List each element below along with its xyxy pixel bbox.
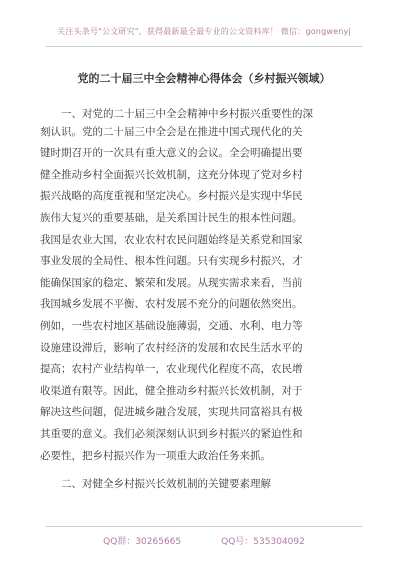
- footer-qq-group: QQ群：30265665: [103, 537, 182, 547]
- body-line: 刻认识。党的二十届三中全会是在推进中国式现代化的关: [40, 125, 303, 138]
- body-line: 我国是农业大国，农业农村农民问题始终是关系党和国家: [40, 233, 303, 246]
- body-line: 族伟大复兴的重要基础，是关系国计民生的根本性问题。: [40, 211, 303, 224]
- document-title: 党的二十届三中全会精神心得体会（乡村振兴领域）: [77, 72, 331, 85]
- body-line: 我国城乡发展不平衡、农村发展不充分的问题依然突出。: [40, 298, 303, 311]
- footer-contacts: [0, 534, 408, 547]
- section-1-heading: 一、对党的二十届三中全会精神中乡村振兴重要性的深: [61, 108, 313, 120]
- section-1-body: [40, 100, 370, 467]
- body-line: 健全推动乡村全面振兴长效机制，这充分体现了党对乡村: [40, 168, 303, 181]
- footer-qq-number: QQ号：535304092: [221, 537, 305, 547]
- footer-divider: [46, 526, 362, 527]
- body-line: 必要性，把乡村振兴作为一项重大政治任务来抓。: [40, 449, 271, 462]
- body-line: 事业发展的全局性、根本性问题。只有实现乡村振兴，才: [40, 255, 303, 268]
- body-line: 振兴战略的高度重视和坚定决心。乡村振兴是实现中华民: [40, 190, 303, 203]
- header-note: 关注头条号"公文研究"，获得最新最全最专业的公文资料库！ 微信：gongwenyj: [57, 27, 351, 36]
- body-line: 能确保国家的稳定、繁荣和发展。从现实需求来看，当前: [40, 276, 303, 289]
- body-line: 提高；农村产业结构单一，农业现代化程度不高，农民增: [40, 363, 303, 376]
- body-line: 解决这些问题，促进城乡融合发展，实现共同富裕具有极: [40, 406, 303, 419]
- header-divider: [46, 46, 362, 47]
- body-line: 收渠道有限等。因此，健全推动乡村振兴长效机制，对于: [40, 384, 303, 397]
- body-line: 例如，一些农村地区基础设施薄弱，交通、水利、电力等: [40, 319, 303, 332]
- body-line: 键时期召开的一次具有重大意义的会议。全会明确提出要: [40, 147, 303, 160]
- body-line: 设施建设滞后，影响了农村经济的发展和农民生活水平的: [40, 341, 303, 354]
- section-2-heading: 二、对健全乡村振兴长效机制的关键要素理解: [61, 478, 271, 490]
- body-line: 其重要的意义。我们必须深刻认识到乡村振兴的紧迫性和: [40, 427, 303, 440]
